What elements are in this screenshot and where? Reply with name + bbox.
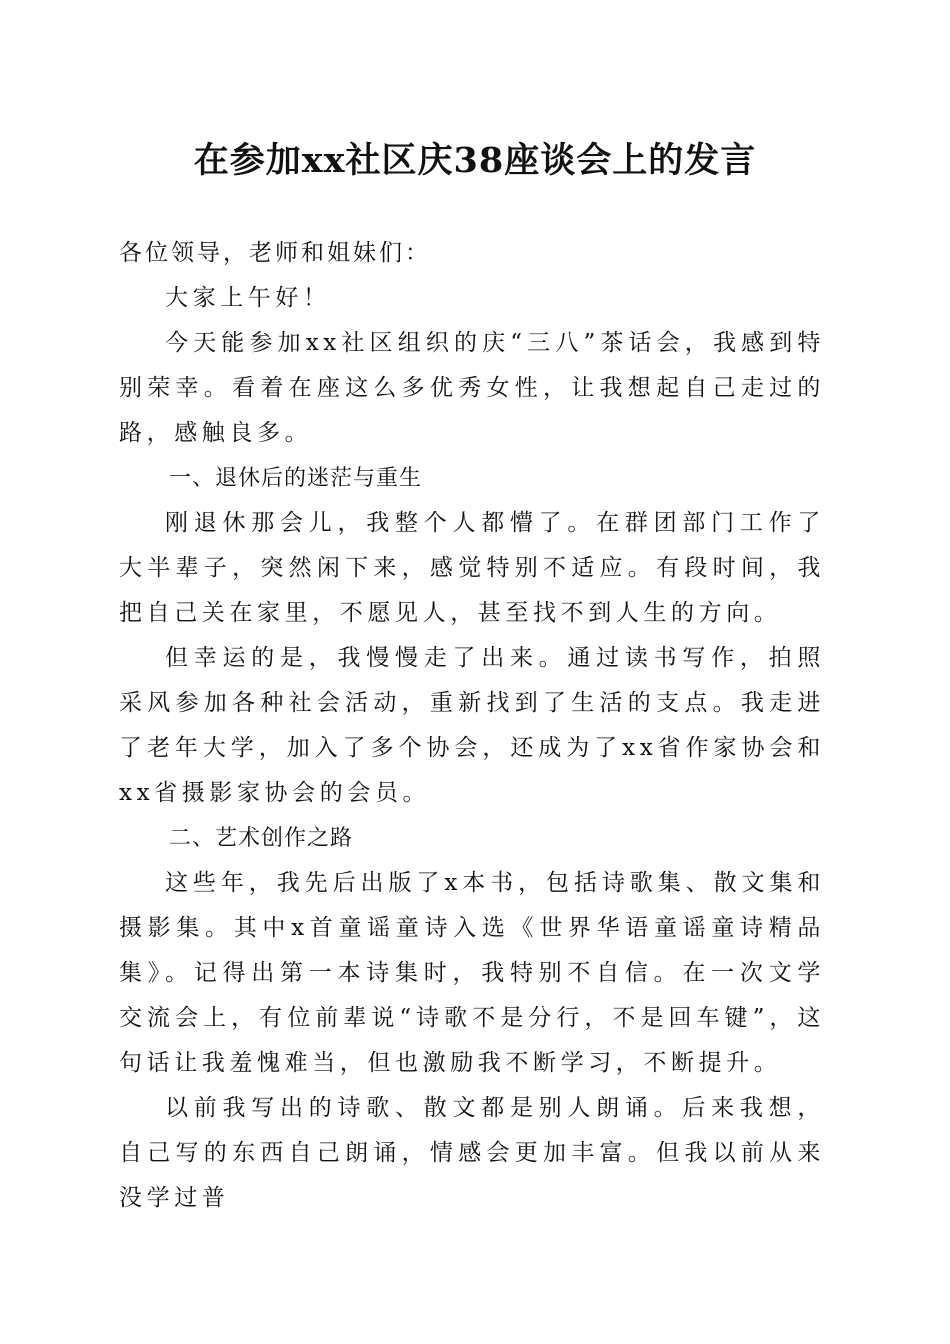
salutation: 各位领导，老师和姐妹们： [119, 240, 431, 266]
intro-paragraph: 今天能参加xx社区组织的庆“三八”茶话会，我感到特别荣幸。看着在座这么多优秀女性，让我想起自己走过的路，感触良多。 [119, 330, 825, 446]
section2-paragraph: 以前我写出的诗歌、散文都是别人朗诵。后来我想，自己写的东西自己朗诵，情感会更加丰富。但我以前从来没学过普 [119, 1095, 825, 1211]
section1-paragraph: 刚退休那会儿，我整个人都懵了。在群团部门工作了大半辈子，突然闲下来，感觉特别不适应。有段时间，我把自己关在家里，不愿见人，甚至找不到人生的方向。 [119, 510, 825, 626]
section1-paragraph: 但幸运的是，我慢慢走了出来。通过读书写作，拍照采风参加各种社会活动，重新找到了生活的支点。我走进了老年大学，加入了多个协会，还成为了xx省作家协会和xx省摄影家协会的会员。 [119, 645, 825, 806]
section2-paragraph: 这些年，我先后出版了x本书，包括诗歌集、散文集和摄影集。其中x首童谣童诗入选《世界华语童谣童诗精品集》。记得出第一本诗集时，我特别不自信。在一次文学交流会上，有位前辈说“诗歌不是分行，不是回车键”，这句话让我羞愧难当，但也激励我不断学习，不断提升。 [119, 870, 825, 1076]
greeting: 大家上午好！ [165, 285, 331, 311]
section-heading-2: 二、艺术创作之路 [169, 826, 354, 851]
document-title: 在参加xx社区庆38座谈会上的发言 [193, 140, 757, 181]
document-body [119, 231, 825, 1221]
section-heading-1: 一、退休后的迷茫与重生 [169, 466, 423, 491]
